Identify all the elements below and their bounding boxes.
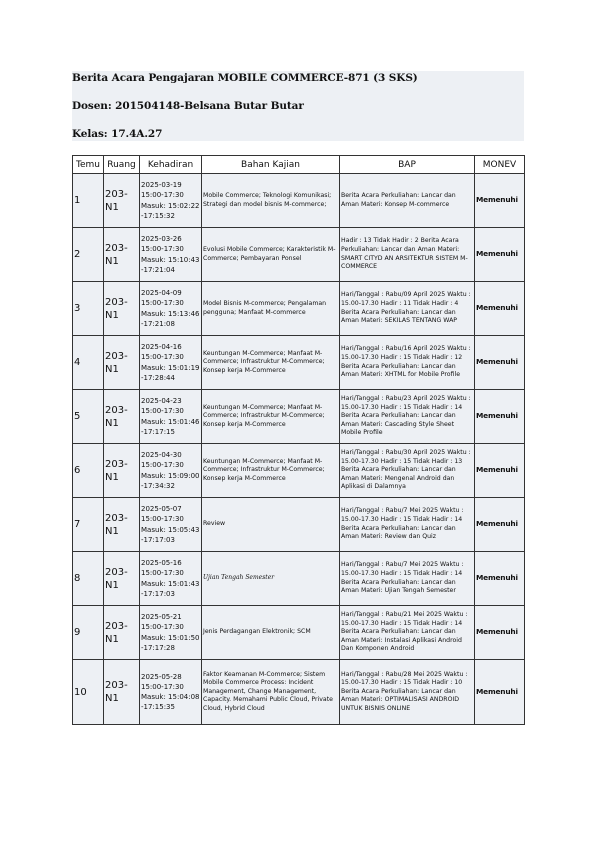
kehadiran-masuk: Masuk: 15:09:00 [141, 471, 200, 480]
cell-kehadiran [140, 606, 202, 660]
cell-bahan-kajian: Jenis Perdagangan Elektronik; SCM [202, 606, 340, 660]
cell-bahan-kajian: Model Bisnis M-commerce; Pengalaman pengguna; Manfaat M-commerce [202, 282, 340, 336]
cell-kehadiran [140, 444, 202, 498]
table-row [73, 390, 525, 444]
kehadiran-tanggal: 2025-04-16 [141, 343, 182, 352]
cell-ruang: 203-N1 [104, 282, 140, 336]
kehadiran-masuk: Masuk: 15:05:43 [141, 525, 200, 534]
kehadiran-tanggal: 2025-05-21 [141, 613, 182, 622]
col-monev: MONEV [475, 156, 525, 174]
kehadiran-masuk: Masuk: 15:10:43 [141, 255, 200, 264]
cell-bap: Hari/Tanggal : Rabu/09 April 2025 Waktu : 15.00-17.30 Hadir : 11 Tidak Hadir : 4 Berita Acara Perkuliahan: Lancar dan Aman Materi: SEKILAS TENTANG WAP [340, 282, 475, 336]
cell-kehadiran [140, 228, 202, 282]
kehadiran-jam: 15:00-17:30 [141, 569, 184, 578]
cell-bahan-kajian: Faktor Keamanan M-Commerce; Sistem Mobile Commerce Process: Incident Management, Change Management, Capacity. Memahami Public Cloud, Private Cloud, Hybrid Cloud [202, 660, 340, 725]
kehadiran-keluar: -17:17:28 [141, 643, 175, 652]
table-row [73, 228, 525, 282]
cell-ruang: 203-N1 [104, 660, 140, 725]
cell-kehadiran [140, 174, 202, 228]
cell-ruang: 203-N1 [104, 498, 140, 552]
cell-bap: Hari/Tanggal : Rabu/16 April 2025 Waktu : 15.00-17.30 Hadir : 15 Tidak Hadir : 12 Berita Acara Perkuliahan: Lancar dan Aman Materi: XHTML for Mobile Profile [340, 336, 475, 390]
cell-ruang: 203-N1 [104, 336, 140, 390]
col-temu: Temu [73, 156, 104, 174]
cell-bahan-kajian: Keuntungan M-Commerce; Manfaat M-Commerce; Infrastruktur M-Commerce; Konsep kerja M-Commerce [202, 390, 340, 444]
col-kehadiran: Kehadiran [140, 156, 202, 174]
cell-ruang: 203-N1 [104, 606, 140, 660]
kehadiran-masuk: Masuk: 15:01:50 [141, 633, 200, 642]
cell-kehadiran [140, 390, 202, 444]
cell-temu: 3 [73, 282, 104, 336]
cell-temu: 10 [73, 660, 104, 725]
kehadiran-keluar: -17:28:44 [141, 373, 175, 382]
kehadiran-keluar: -17:17:03 [141, 535, 175, 544]
class-line: Kelas: 17.4A.27 [72, 128, 163, 140]
cell-monev: Memenuhi [475, 228, 525, 282]
kehadiran-tanggal: 2025-03-19 [141, 181, 182, 190]
kehadiran-tanggal: 2025-05-07 [141, 505, 182, 514]
kehadiran-jam: 15:00-17:30 [141, 299, 184, 308]
cell-monev: Memenuhi [475, 660, 525, 725]
attendance-table [72, 155, 525, 725]
table-row [73, 174, 525, 228]
table-row [73, 552, 525, 606]
cell-bap: Berita Acara Perkuliahan: Lancar dan Aman Materi: Konsep M-commerce [340, 174, 475, 228]
cell-bahan-kajian: Keuntungan M-Commerce; Manfaat M-Commerce; Infrastruktur M-Commerce; Konsep kerja M-Commerce [202, 336, 340, 390]
table-row [73, 606, 525, 660]
cell-temu: 7 [73, 498, 104, 552]
cell-bap: Hari/Tanggal : Rabu/23 April 2025 Waktu : 15.00-17.30 Hadir : 15 Tidak Hadir : 14 Berita Acara Perkuliahan: Lancar dan Aman Materi: Cascading Style Sheet Mobile Profile [340, 390, 475, 444]
cell-bahan-kajian: Review [202, 498, 340, 552]
kehadiran-keluar: -17:15:35 [141, 703, 175, 712]
cell-monev: Memenuhi [475, 336, 525, 390]
kehadiran-tanggal: 2025-04-30 [141, 451, 182, 460]
kehadiran-masuk: Masuk: 15:02:22 [141, 201, 200, 210]
kehadiran-masuk: Masuk: 15:13:46 [141, 309, 200, 318]
cell-bahan-kajian: Evolusi Mobile Commerce; Karakteristik M-Commerce; Pembayaran Ponsel [202, 228, 340, 282]
kehadiran-jam: 15:00-17:30 [141, 191, 184, 200]
cell-ruang: 203-N1 [104, 390, 140, 444]
cell-ruang: 203-N1 [104, 552, 140, 606]
cell-kehadiran [140, 660, 202, 725]
kehadiran-jam: 15:00-17:30 [141, 407, 184, 416]
col-bap: BAP [340, 156, 475, 174]
cell-kehadiran [140, 552, 202, 606]
table-row [73, 498, 525, 552]
kehadiran-jam: 15:00-17:30 [141, 623, 184, 632]
kehadiran-keluar: -17:17:03 [141, 589, 175, 598]
cell-ruang: 203-N1 [104, 228, 140, 282]
cell-bahan-kajian: Keuntungan M-Commerce; Manfaat M-Commerce; Infrastruktur M-Commerce; Konsep kerja M-Commerce [202, 444, 340, 498]
kehadiran-tanggal: 2025-04-23 [141, 397, 182, 406]
kehadiran-tanggal: 2025-04-09 [141, 289, 182, 298]
cell-bahan-kajian: Ujian Tengah Semester [202, 552, 340, 606]
cell-ruang: 203-N1 [104, 174, 140, 228]
cell-monev: Memenuhi [475, 498, 525, 552]
kehadiran-keluar: -17:17:15 [141, 427, 175, 436]
kehadiran-jam: 15:00-17:30 [141, 682, 184, 691]
cell-bap: Hari/Tanggal : Rabu/7 Mei 2025 Waktu : 15.00-17.30 Hadir : 15 Tidak Hadir : 14 Berita Acara Perkuliahan: Lancar dan Aman Materi: Review dan Quiz [340, 498, 475, 552]
cell-kehadiran [140, 336, 202, 390]
cell-monev: Memenuhi [475, 390, 525, 444]
kehadiran-masuk: Masuk: 15:04:08 [141, 693, 200, 701]
cell-temu: 8 [73, 552, 104, 606]
kehadiran-jam: 15:00-17:30 [141, 515, 184, 524]
cell-monev: Memenuhi [475, 552, 525, 606]
cell-temu: 1 [73, 174, 104, 228]
kehadiran-masuk: Masuk: 15:01:43 [141, 579, 200, 588]
kehadiran-keluar: -17:21:04 [141, 265, 175, 274]
kehadiran-jam: 15:00-17:30 [141, 353, 184, 362]
cell-temu: 6 [73, 444, 104, 498]
table-header-row [73, 156, 525, 174]
table-body [73, 174, 525, 725]
cell-monev: Memenuhi [475, 444, 525, 498]
table-row [73, 336, 525, 390]
cell-monev: Memenuhi [475, 174, 525, 228]
kehadiran-tanggal: 2025-05-16 [141, 559, 182, 568]
cell-bahan-kajian: Mobile Commerce; Teknologi Komunikasi; Strategi dan model bisnis M-commerce; [202, 174, 340, 228]
course-title: Berita Acara Pengajaran MOBILE COMMERCE-871 (3 SKS) [72, 72, 418, 84]
cell-bap: Hari/Tanggal : Rabu/30 April 2025 Waktu : 15.00-17.30 Hadir : 15 Tidak Hadir : 13 Berita Acara Perkuliahan: Lancar dan Aman Materi: Mengenal Android dan Aplikasi di Dalamnya [340, 444, 475, 498]
col-bahan-kajian: Bahan Kajian [202, 156, 340, 174]
cell-bap: Hari/Tanggal : Rabu/21 Mei 2025 Waktu : 15.00-17.30 Hadir : 15 Tidak Hadir : 14 Berita Acara Perkuliahan: Lancar dan Aman Materi: Instalasi Aplikasi Android Dan Komponen Android [340, 606, 475, 660]
cell-bap: Hari/Tanggal : Rabu/7 Mei 2025 Waktu : 15.00-17.30 Hadir : 15 Tidak Hadir : 14 Berita Acara Perkuliahan: Lancar dan Aman Materi: Ujian Tengah Semester [340, 552, 475, 606]
cell-bap: Hadir : 13 Tidak Hadir : 2 Berita Acara Perkuliahan: Lancar dan Aman Materi: SMART CITYD AN ARSITEKTUR SISTEM M-COMMERCE [340, 228, 475, 282]
kehadiran-tanggal: 2025-03-26 [141, 235, 182, 244]
cell-kehadiran [140, 282, 202, 336]
cell-temu: 4 [73, 336, 104, 390]
kehadiran-masuk: Masuk: 15:01:19 [141, 363, 200, 372]
cell-ruang: 203-N1 [104, 444, 140, 498]
kehadiran-keluar: -17:34:32 [141, 481, 175, 490]
cell-bap: Hari/Tanggal : Rabu/28 Mei 2025 Waktu : 15.00-17.30 Hadir : 15 Tidak Hadir : 10 Berita Acara Perkuliahan: Lancar dan Aman Materi: OPTIMALISASI ANDROID UNTUK BISNIS ONLINE [340, 660, 475, 725]
kehadiran-keluar: -17:15:32 [141, 211, 175, 220]
table-row [73, 660, 525, 725]
cell-monev: Memenuhi [475, 606, 525, 660]
table-row [73, 444, 525, 498]
kehadiran-tanggal: 2025-05-28 [141, 672, 182, 681]
cell-monev: Memenuhi [475, 282, 525, 336]
col-ruang: Ruang [104, 156, 140, 174]
kehadiran-keluar: -17:21:08 [141, 319, 175, 328]
cell-temu: 9 [73, 606, 104, 660]
table-row [73, 282, 525, 336]
kehadiran-jam: 15:00-17:30 [141, 461, 184, 470]
cell-temu: 2 [73, 228, 104, 282]
cell-kehadiran [140, 498, 202, 552]
kehadiran-masuk: Masuk: 15:01:46 [141, 417, 200, 426]
lecturer-line: Dosen: 201504148-Belsana Butar Butar [72, 100, 304, 112]
cell-temu: 5 [73, 390, 104, 444]
kehadiran-jam: 15:00-17:30 [141, 245, 184, 254]
